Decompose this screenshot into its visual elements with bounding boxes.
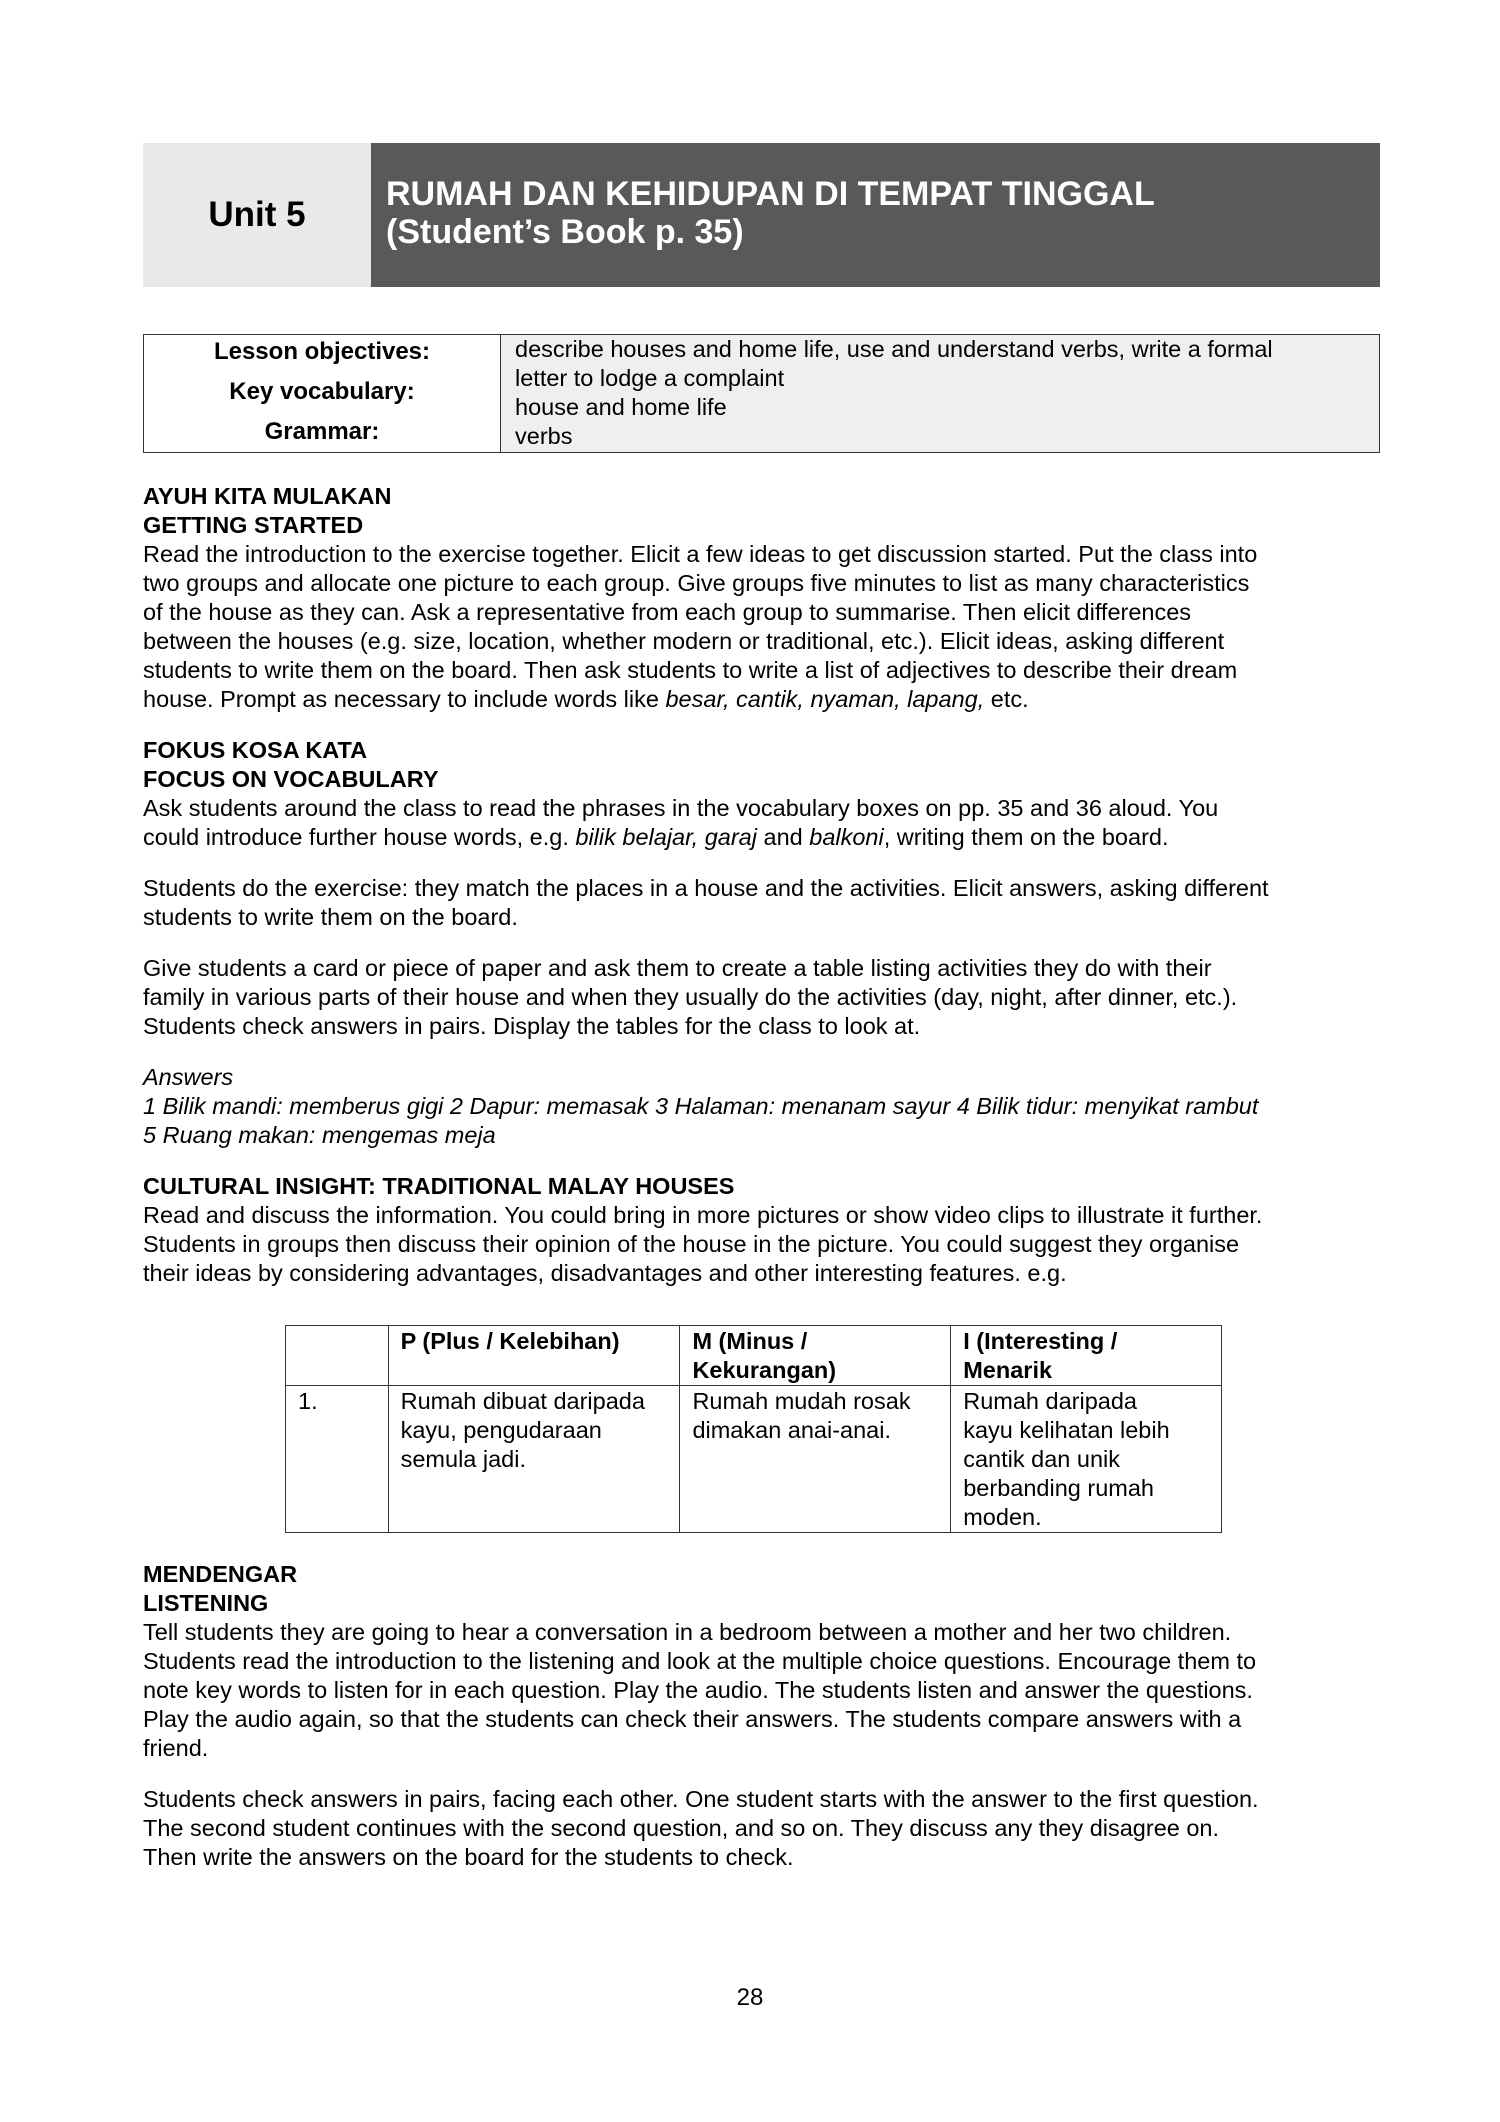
text-run: etc.: [984, 686, 1029, 712]
paragraph-line: between the houses (e.g. size, location, whether modern or traditional, etc.). Elicit ideas, asking different: [143, 628, 1225, 654]
table-header-cell: [951, 1326, 1222, 1386]
header-line: I (Interesting /: [963, 1328, 1118, 1354]
key-vocabulary-label: Key vocabulary:: [229, 378, 415, 405]
text-run: and: [756, 824, 810, 850]
paragraph-line: Then write the answers on the board for the students to check.: [143, 1844, 794, 1870]
table-row: [286, 1386, 1222, 1533]
paragraph-line: students to write them on the board. Then ask students to write a list of adjectives to describe their dream: [143, 657, 1238, 683]
paragraph-line: Play the audio again, so that the students can check their answers. The students compare answers with a: [143, 1706, 1242, 1732]
table-header-row: [286, 1326, 1222, 1386]
cell-line: kayu, pengudaraan: [400, 1417, 602, 1443]
paragraph-line: Give students a card or piece of paper and ask them to create a table listing activities they do with their: [143, 955, 1212, 981]
row-number: 1.: [298, 1388, 318, 1414]
section-heading: FOKUS KOSA KATA: [143, 737, 368, 763]
cell-line: berbanding rumah: [963, 1475, 1154, 1501]
paragraph-line: of the house as they can. Ask a representative from each group to summarise. Then elicit differences: [143, 599, 1192, 625]
table-cell: [388, 1386, 680, 1533]
cell-line: kayu kelihatan lebih: [963, 1417, 1170, 1443]
pmi-table: [285, 1325, 1222, 1533]
paragraph-line: note key words to listen for in each question. Play the audio. The students listen and answer the questions.: [143, 1677, 1253, 1703]
italic-words: bilik belajar, garaj: [575, 824, 757, 850]
table-cell: [680, 1386, 951, 1533]
unit-header: [143, 143, 1380, 287]
objectives-value-line: letter to lodge a complaint: [515, 365, 785, 391]
cell-line: Rumah dibuat daripada: [400, 1388, 645, 1414]
table-cell: [286, 1386, 389, 1533]
section-heading: LISTENING: [143, 1590, 269, 1616]
paragraph-line: students to write them on the board.: [143, 904, 518, 930]
answers-line: 1 Bilik mandi: memberus gigi 2 Dapur: memasak 3 Halaman: menanam sayur 4 Bilik tidur: menyikat rambut: [143, 1093, 1259, 1119]
lesson-objectives-label: Lesson objectives:: [213, 338, 431, 365]
text-run: , writing them on the board.: [883, 824, 1169, 850]
paragraph-line: Ask students around the class to read the phrases in the vocabulary boxes on pp. 35 and 36 aloud. You: [143, 795, 1219, 821]
paragraph-line: Read and discuss the information. You could bring in more pictures or show video clips to illustrate it further.: [143, 1202, 1263, 1228]
cell-line: semula jadi.: [400, 1446, 527, 1472]
paragraph-line: two groups and allocate one picture to each group. Give groups five minutes to list as many characteristics: [143, 570, 1250, 596]
unit-title: [371, 143, 1380, 287]
section-heading: GETTING STARTED: [143, 512, 364, 538]
italic-words: besar, cantik, nyaman, lapang,: [665, 686, 985, 712]
grammar-value: verbs: [515, 423, 573, 449]
getting-started-section: [143, 482, 1380, 714]
paragraph-line: Students do the exercise: they match the places in a house and the activities. Elicit answers, asking different: [143, 875, 1269, 901]
paragraph-line: Students in groups then discuss their opinion of the house in the picture. You could suggest they organise: [143, 1231, 1240, 1257]
objectives-values: [501, 335, 1379, 452]
table-header-cell: [680, 1326, 951, 1386]
paragraph-line: family in various parts of their house and when they usually do the activities (day, night, after dinner, etc.).: [143, 984, 1238, 1010]
paragraph-line: The second student continues with the second question, and so on. They discuss any they disagree on.: [143, 1815, 1220, 1841]
section-heading: MENDENGAR: [143, 1561, 298, 1587]
unit-title-line1: RUMAH DAN KEHIDUPAN DI TEMPAT TINGGAL: [386, 175, 1155, 213]
listening-section: [143, 1560, 1380, 1872]
cultural-insight-section: [143, 1172, 1380, 1288]
cell-line: moden.: [963, 1504, 1042, 1530]
section-heading: CULTURAL INSIGHT: TRADITIONAL MALAY HOUSES: [143, 1173, 735, 1199]
paragraph-line: Students check answers in pairs, facing each other. One student starts with the answer to the first question.: [143, 1786, 1259, 1812]
table-header-cell: [388, 1326, 680, 1386]
answers-line: 5 Ruang makan: mengemas meja: [143, 1122, 496, 1148]
unit-title-line2: (Student’s Book p. 35): [386, 213, 744, 251]
main-content: [143, 482, 1380, 1288]
text-run: could introduce further house words, e.g.: [143, 824, 576, 850]
unit-label: Unit 5: [143, 143, 371, 287]
objectives-labels: [144, 335, 501, 452]
table-cell: [951, 1386, 1222, 1533]
cell-line: Rumah daripada: [963, 1388, 1137, 1414]
text-run: house. Prompt as necessary to include words like: [143, 686, 666, 712]
grammar-label: Grammar:: [264, 418, 380, 445]
answers-label: Answers: [143, 1064, 234, 1090]
cell-line: Rumah mudah rosak: [692, 1388, 911, 1414]
key-vocabulary-value: house and home life: [515, 394, 727, 420]
header-line: Kekurangan): [692, 1357, 837, 1383]
cell-line: cantik dan unik: [963, 1446, 1121, 1472]
header-line: Menarik: [963, 1357, 1053, 1383]
paragraph-line: Tell students they are going to hear a conversation in a bedroom between a mother and her two children.: [143, 1619, 1232, 1645]
paragraph-line: Students read the introduction to the listening and look at the multiple choice questions. Encourage them to: [143, 1648, 1257, 1674]
table-header-cell: [286, 1326, 389, 1386]
objectives-table: [143, 334, 1380, 453]
header-line: M (Minus /: [692, 1328, 808, 1354]
section-heading: AYUH KITA MULAKAN: [143, 483, 392, 509]
paragraph-line: [143, 685, 1380, 714]
paragraph-line: their ideas by considering advantages, disadvantages and other interesting features. e.g.: [143, 1260, 1067, 1286]
objectives-value-line: describe houses and home life, use and understand verbs, write a formal: [515, 336, 1273, 362]
italic-words: balkoni: [809, 824, 884, 850]
paragraph-line: Students check answers in pairs. Display the tables for the class to look at.: [143, 1013, 921, 1039]
page-number: 28: [736, 1984, 764, 2011]
paragraph-line: friend.: [143, 1735, 209, 1761]
cell-line: dimakan anai-anai.: [692, 1417, 892, 1443]
paragraph-line: [143, 823, 1380, 852]
section-heading: FOCUS ON VOCABULARY: [143, 766, 439, 792]
header-line: P (Plus / Kelebihan): [400, 1328, 620, 1354]
paragraph-line: Read the introduction to the exercise together. Elicit a few ideas to get discussion started. Put the class into: [143, 541, 1258, 567]
vocabulary-section: [143, 736, 1380, 1150]
